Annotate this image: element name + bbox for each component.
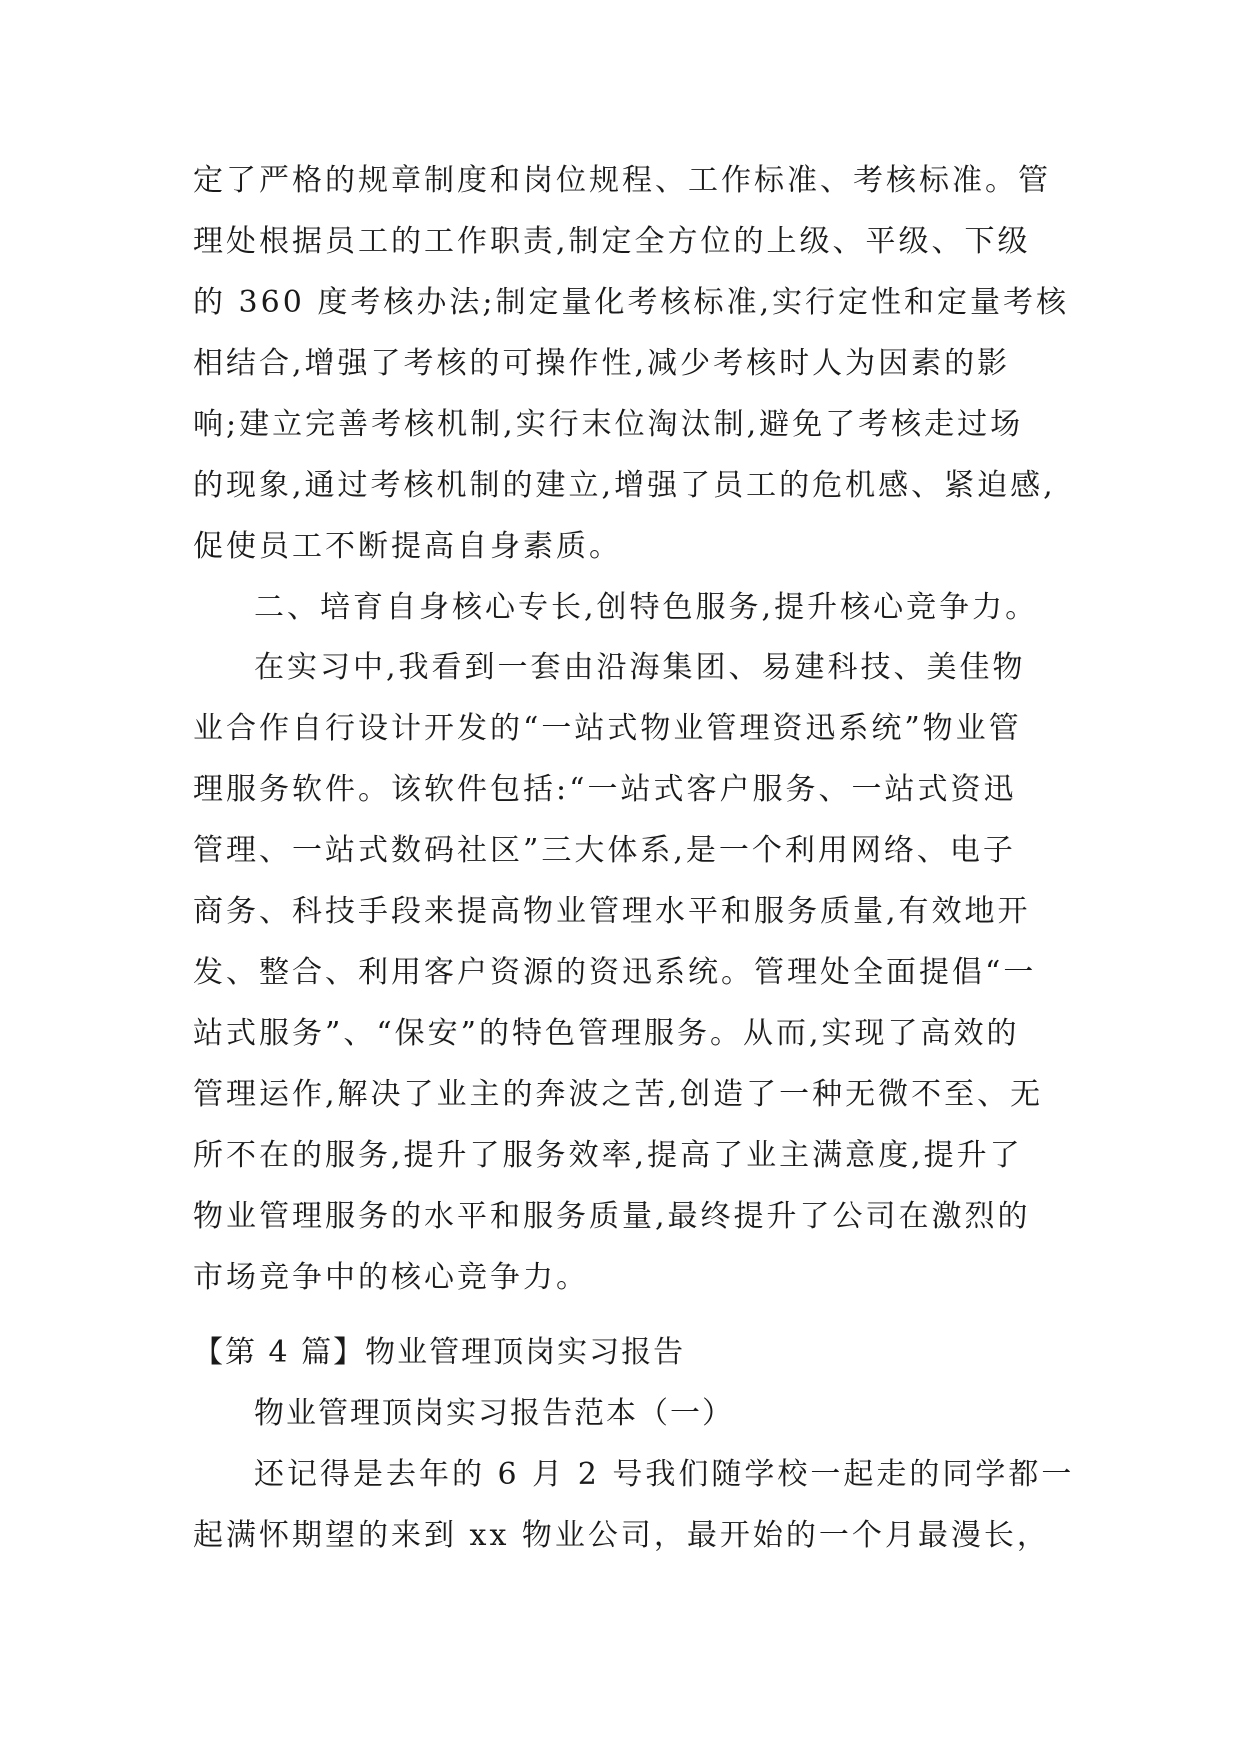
paragraph-line: 所不在的服务,提升了服务效率,提高了业主满意度,提升了 (193, 1138, 1023, 1173)
article-heading: 【第 4 篇】物业管理顶岗实习报告 (193, 1335, 686, 1370)
paragraph-line: 在实习中,我看到一套由沿海集团、易建科技、美佳物 (254, 650, 1026, 685)
paragraph-line: 响;建立完善考核机制,实行末位淘汰制,避免了考核走过场 (193, 407, 1024, 442)
paragraph-line: 发、整合、利用客户资源的资迅系统。管理处全面提倡“一 (193, 955, 1037, 990)
paragraph-line: 商务、科技手段来提高物业管理水平和服务质量,有效地开 (193, 894, 1031, 929)
paragraph-line: 站式服务”、“保安”的特色管理服务。从而,实现了高效的 (193, 1016, 1020, 1051)
paragraph-line: 物业管理服务的水平和服务质量,最终提升了公司在激烈的 (193, 1199, 1031, 1234)
paragraph-line: 理服务软件。该软件包括:“一站式客户服务、一站式资迅 (193, 772, 1017, 807)
paragraph-line: 促使员工不断提高自身素质。 (193, 529, 622, 564)
paragraph-line: 相结合,增强了考核的可操作性,减少考核时人为因素的影 (193, 346, 1011, 381)
paragraph-line: 起满怀期望的来到 xx 物业公司，最开始的一个月最漫长， (193, 1518, 1050, 1553)
paragraph-line: 定了严格的规章制度和岗位规程、工作标准、考核标准。管 (193, 163, 1051, 198)
paragraph-line: 业合作自行设计开发的“一站式物业管理资迅系统”物业管 (193, 711, 1022, 746)
section-title: 二、培育自身核心专长,创特色服务,提升核心竞争力。 (254, 590, 1039, 625)
paragraph-line: 管理、一站式数码社区”三大体系,是一个利用网络、电子 (193, 833, 1016, 868)
paragraph-line: 还记得是去年的 6 月 2 号我们随学校一起走的同学都一 (254, 1457, 1075, 1492)
paragraph-line: 市场竞争中的核心竞争力。 (193, 1260, 589, 1295)
paragraph-line: 的 360 度考核办法;制定量化考核标准,实行定性和定量考核 (193, 285, 1069, 320)
paragraph-line: 的现象,通过考核机制的建立,增强了员工的危机感、紧迫感, (193, 468, 1056, 503)
article-subheading: 物业管理顶岗实习报告范本（一） (254, 1396, 734, 1431)
paragraph-line: 理处根据员工的工作职责,制定全方位的上级、平级、下级 (193, 224, 1031, 259)
paragraph-line: 管理运作,解决了业主的奔波之苦,创造了一种无微不至、无 (193, 1077, 1044, 1112)
